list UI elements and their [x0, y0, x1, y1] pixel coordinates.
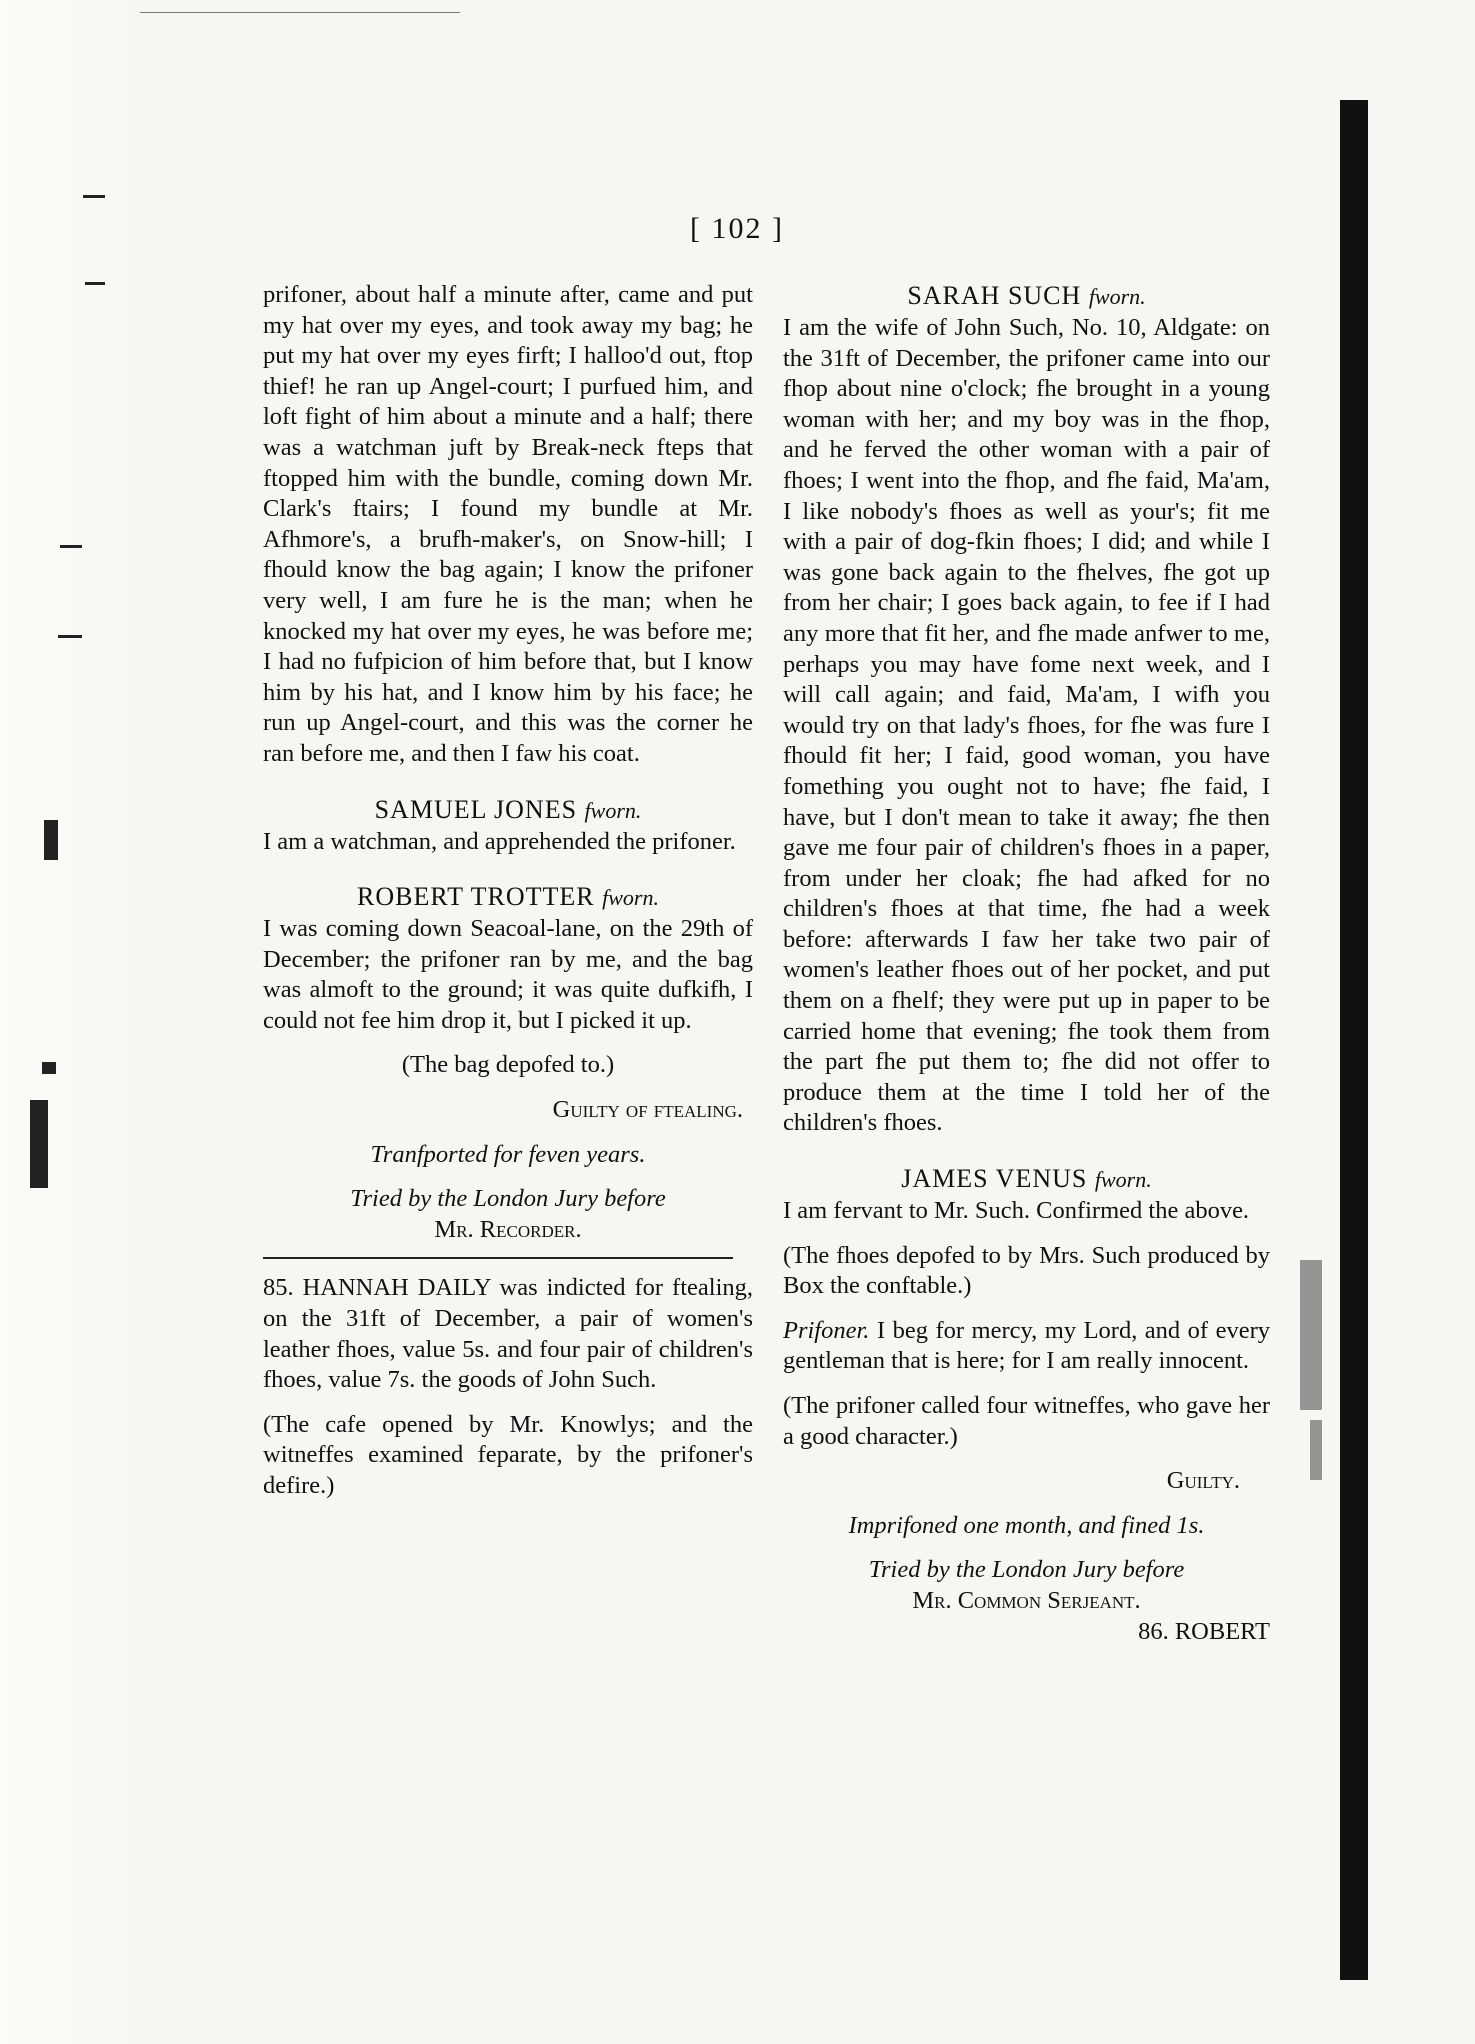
margin-mark — [140, 12, 460, 13]
testimony-paragraph: prifoner, about half a minute after, came and put my hat over my eyes, and took away my bag; he put my hat over my eyes firft; I halloo'd out, ftop thief! he ran up Angel-court; I purfued him, and loft fight of him about a minute and a half; there was a watchman juft by Break-neck fteps that ftopped him with the bundle, coming down Mr. Clark's ftairs; I found my bundle at Mr. Afhmore's, a brufh-maker's, on Snow-hill; I fhould know the bag again; I know the prifoner very well, I am fure he is the man; when he knocked my hat over my eyes, he was before me; I had no fufpicion of him before that, but I know him by his hat, and I know him by his face; he run up Angel-court, and this was the corner he ran before me, and then I faw his coat. — [263, 281, 753, 767]
verdict: Guilty. — [1166, 1467, 1240, 1495]
catchword: 86. ROBERT — [1138, 1617, 1270, 1645]
witnesses-note: (The prifoner called four witneffes, who gave her a good character.) — [783, 1392, 1270, 1450]
margin-mark — [30, 1100, 48, 1188]
witness-heading — [783, 1163, 1270, 1196]
witness-name: ROBERT TROTTER — [357, 882, 595, 912]
witness-heading — [783, 280, 1270, 313]
witness-heading — [263, 794, 753, 827]
margin-mark — [83, 195, 105, 198]
sworn-label: fworn. — [1088, 284, 1146, 309]
prisoner-statement — [783, 1316, 1270, 1377]
tried-by-judge: Mr. Recorder. — [434, 1215, 582, 1243]
witness-name: SARAH SUCH — [907, 281, 1082, 310]
margin-mark — [42, 1062, 56, 1074]
sworn-label: fworn. — [1094, 1167, 1152, 1193]
tried-by-line: Tried by the London Jury before — [350, 1185, 666, 1213]
scan-binding-shadow — [1340, 100, 1368, 1980]
margin-mark — [85, 282, 105, 285]
margin-mark — [60, 545, 82, 548]
bag-deposed-note: (The bag depofed to.) — [401, 1051, 615, 1079]
tried-by-judge: Mr. Common Serjeant. — [912, 1586, 1141, 1614]
margin-mark — [44, 820, 58, 860]
witness-name: SAMUEL JONES — [374, 794, 578, 824]
witness-name: JAMES VENUS — [901, 1164, 1088, 1194]
case-note: (The cafe opened by Mr. Knowlys; and the witneffes examined feparate, by the prifoner's defire.) — [263, 1410, 753, 1499]
prisoner-text: I beg for mercy, my Lord, and of every gentleman that is here; for I am really innocent. — [783, 1316, 1270, 1375]
testimony-paragraph: I was coming down Seacoal-lane, on the 29th of December; the prifoner ran by me, and the bag was almoft to the ground; it was quite dufkifh, I could not fee him drop it, but I picked it up. — [263, 915, 753, 1034]
sentence: Imprifoned one month, and fined 1s. — [848, 1511, 1205, 1539]
shoes-deposed-note: (The fhoes depofed to by Mrs. Such produced by Box the conftable.) — [783, 1241, 1270, 1300]
right-column — [783, 280, 1270, 1647]
page-number: [ 102 ] — [690, 212, 784, 245]
tried-by-line: Tried by the London Jury before — [868, 1556, 1185, 1584]
scan-left-margin — [0, 0, 150, 2044]
sentence: Tranfported for feven years. — [370, 1140, 646, 1168]
sworn-label: fworn. — [602, 885, 659, 911]
prisoner-label: Prifoner. — [783, 1316, 870, 1344]
sworn-label: fworn. — [584, 797, 642, 823]
left-column — [263, 280, 753, 1502]
witness-heading — [263, 881, 753, 914]
verdict: Guilty of ftealing. — [552, 1096, 743, 1124]
scan-speckle — [1300, 1260, 1322, 1410]
indictment-paragraph: 85. HANNAH DAILY was indicted for ftealing, on the 31ft of December, a pair of women's leather fhoes, value 5s. and four pair of children's fhoes, value 7s. the goods of John Such. — [263, 1274, 753, 1394]
testimony-paragraph: I am the wife of John Such, No. 10, Aldgate: on the 31ft of December, the prifoner came into our fhop about nine o'clock; fhe brought in a young woman with her; and my boy was in the fhop, and he ferved the other woman with a pair of fhoes; I went into the fhop, and fhe faid, Ma'am, I like nobody's fhoes as well as your's; fit me with a pair of dog-fkin fhoes; I did; and while I was gone back again to the fhelves, fhe got up from her chair; I goes back again, to fee if I had any more that fit her, and fhe made anfwer to me, perhaps you may have fome next week, and I will call again; and faid, Ma'am, I wifh you would try on that lady's fhoes, for fhe was fure I fhould fit her; I faid, good woman, you have fomething you ought not to have; fhe faid, I have, but I don't mean to take it away; fhe then gave me four pair of children's fhoes in a paper, from under her cloak; fhe had afked for no children's fhoes at that time, fhe had a week before: afterwards I faw her take two pair of women's leather fhoes out of her pocket, and put them on a fhelf; they were put up in paper to be carried home that evening; fhe took them from the part fhe put them to; fhe did not offer to produce them at the time I told her of the children's fhoes. — [783, 314, 1270, 1137]
section-divider — [263, 1257, 733, 1259]
testimony-paragraph: I am a watchman, and apprehended the prifoner. — [263, 827, 736, 855]
margin-mark — [58, 635, 82, 638]
scan-speckle — [1310, 1420, 1322, 1480]
testimony-paragraph: I am fervant to Mr. Such. Confirmed the above. — [783, 1197, 1250, 1225]
